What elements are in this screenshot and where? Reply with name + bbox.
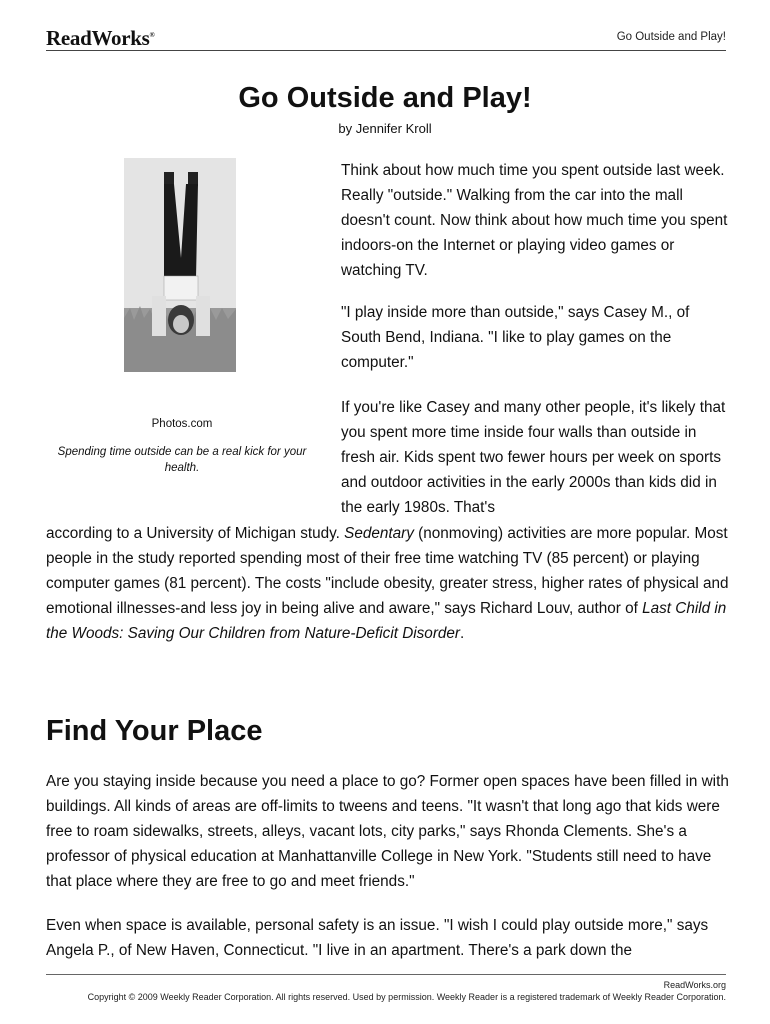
period: . xyxy=(460,625,465,642)
byline: by Jennifer Kroll xyxy=(338,121,432,136)
paragraph-2: "I play inside more than outside," says Casey M., of South Bend, Indiana. "I like to play games on the computer." xyxy=(341,304,690,371)
footer-site[interactable]: ReadWorks.org xyxy=(663,980,726,990)
headstand-illustration xyxy=(124,158,236,372)
paragraph-3-continued xyxy=(46,521,734,646)
readworks-logo[interactable] xyxy=(46,26,154,51)
photo-caption: Spending time outside can be a real kick for your health. xyxy=(57,446,307,474)
page-footer xyxy=(46,974,726,1002)
registered-mark: ® xyxy=(149,31,155,39)
book-title: Last Child in the Woods: Saving Our Children from Nature-Deficit Disorder xyxy=(46,600,727,642)
article-title: Go Outside and Play! xyxy=(238,82,532,114)
logo-text: ReadWorks xyxy=(46,26,150,50)
sedentary-term: Sedentary xyxy=(344,525,414,542)
costs-text: (nonmoving) activities are more popular. Most people in the study reported spending most of their free time watching TV (85 percent) or playing computer games (81 percent). The costs "include obesity, greater stress, higher rates of physical and emotional illnesses-and less joy in being alive and aware," says Richard Louv, author of xyxy=(46,525,729,617)
paragraph-4: Are you staying inside because you need a place to go? Former open spaces have been filled in with buildings. All kinds of areas are off-limits to tweens and teens. "It wasn't that long ago that kids were free to roam sidewalks, streets, alleys, vacant lots, city parks," says Rhonda Clements. She's a professor of physical education at Manhattanville College in New York. "Students still need to have that place where they are free to go and meet friends." xyxy=(46,773,729,890)
headstand-photo xyxy=(124,158,236,372)
photo-credit: Photos.com xyxy=(151,418,213,430)
header-title: Go Outside and Play! xyxy=(616,31,726,43)
paragraph-5: Even when space is available, personal safety is an issue. "I wish I could play outside more," says Angela P., of New Haven, Connecticut. "I live in an apartment. There's a park down the xyxy=(46,917,709,959)
page-header xyxy=(46,24,726,51)
right-column xyxy=(341,158,731,392)
footer-copyright: Copyright © 2009 Weekly Reader Corporation. All rights reserved. Used by permission. Weekly Reader is a registered trademark of Weekly Reader Corporation. xyxy=(87,992,726,1002)
paragraph-3-wrapped: If you're like Casey and many other people, it's likely that you spent more time inside four walls than outside in fresh air. Kids spent two fewer hours per week on sports and outdoor activities in the early 2000s than kids did in the early 1980s. That's xyxy=(341,399,726,516)
paragraph-1: Think about how much time you spent outside last week. Really "outside." Walking from the car into the mall doesn't count. Now think about how much time you spent indoors-on the Internet or playing video games or watching TV. xyxy=(341,162,728,279)
study-text: according to a University of Michigan study. xyxy=(46,525,340,542)
section-heading: Find Your Place xyxy=(46,715,263,747)
